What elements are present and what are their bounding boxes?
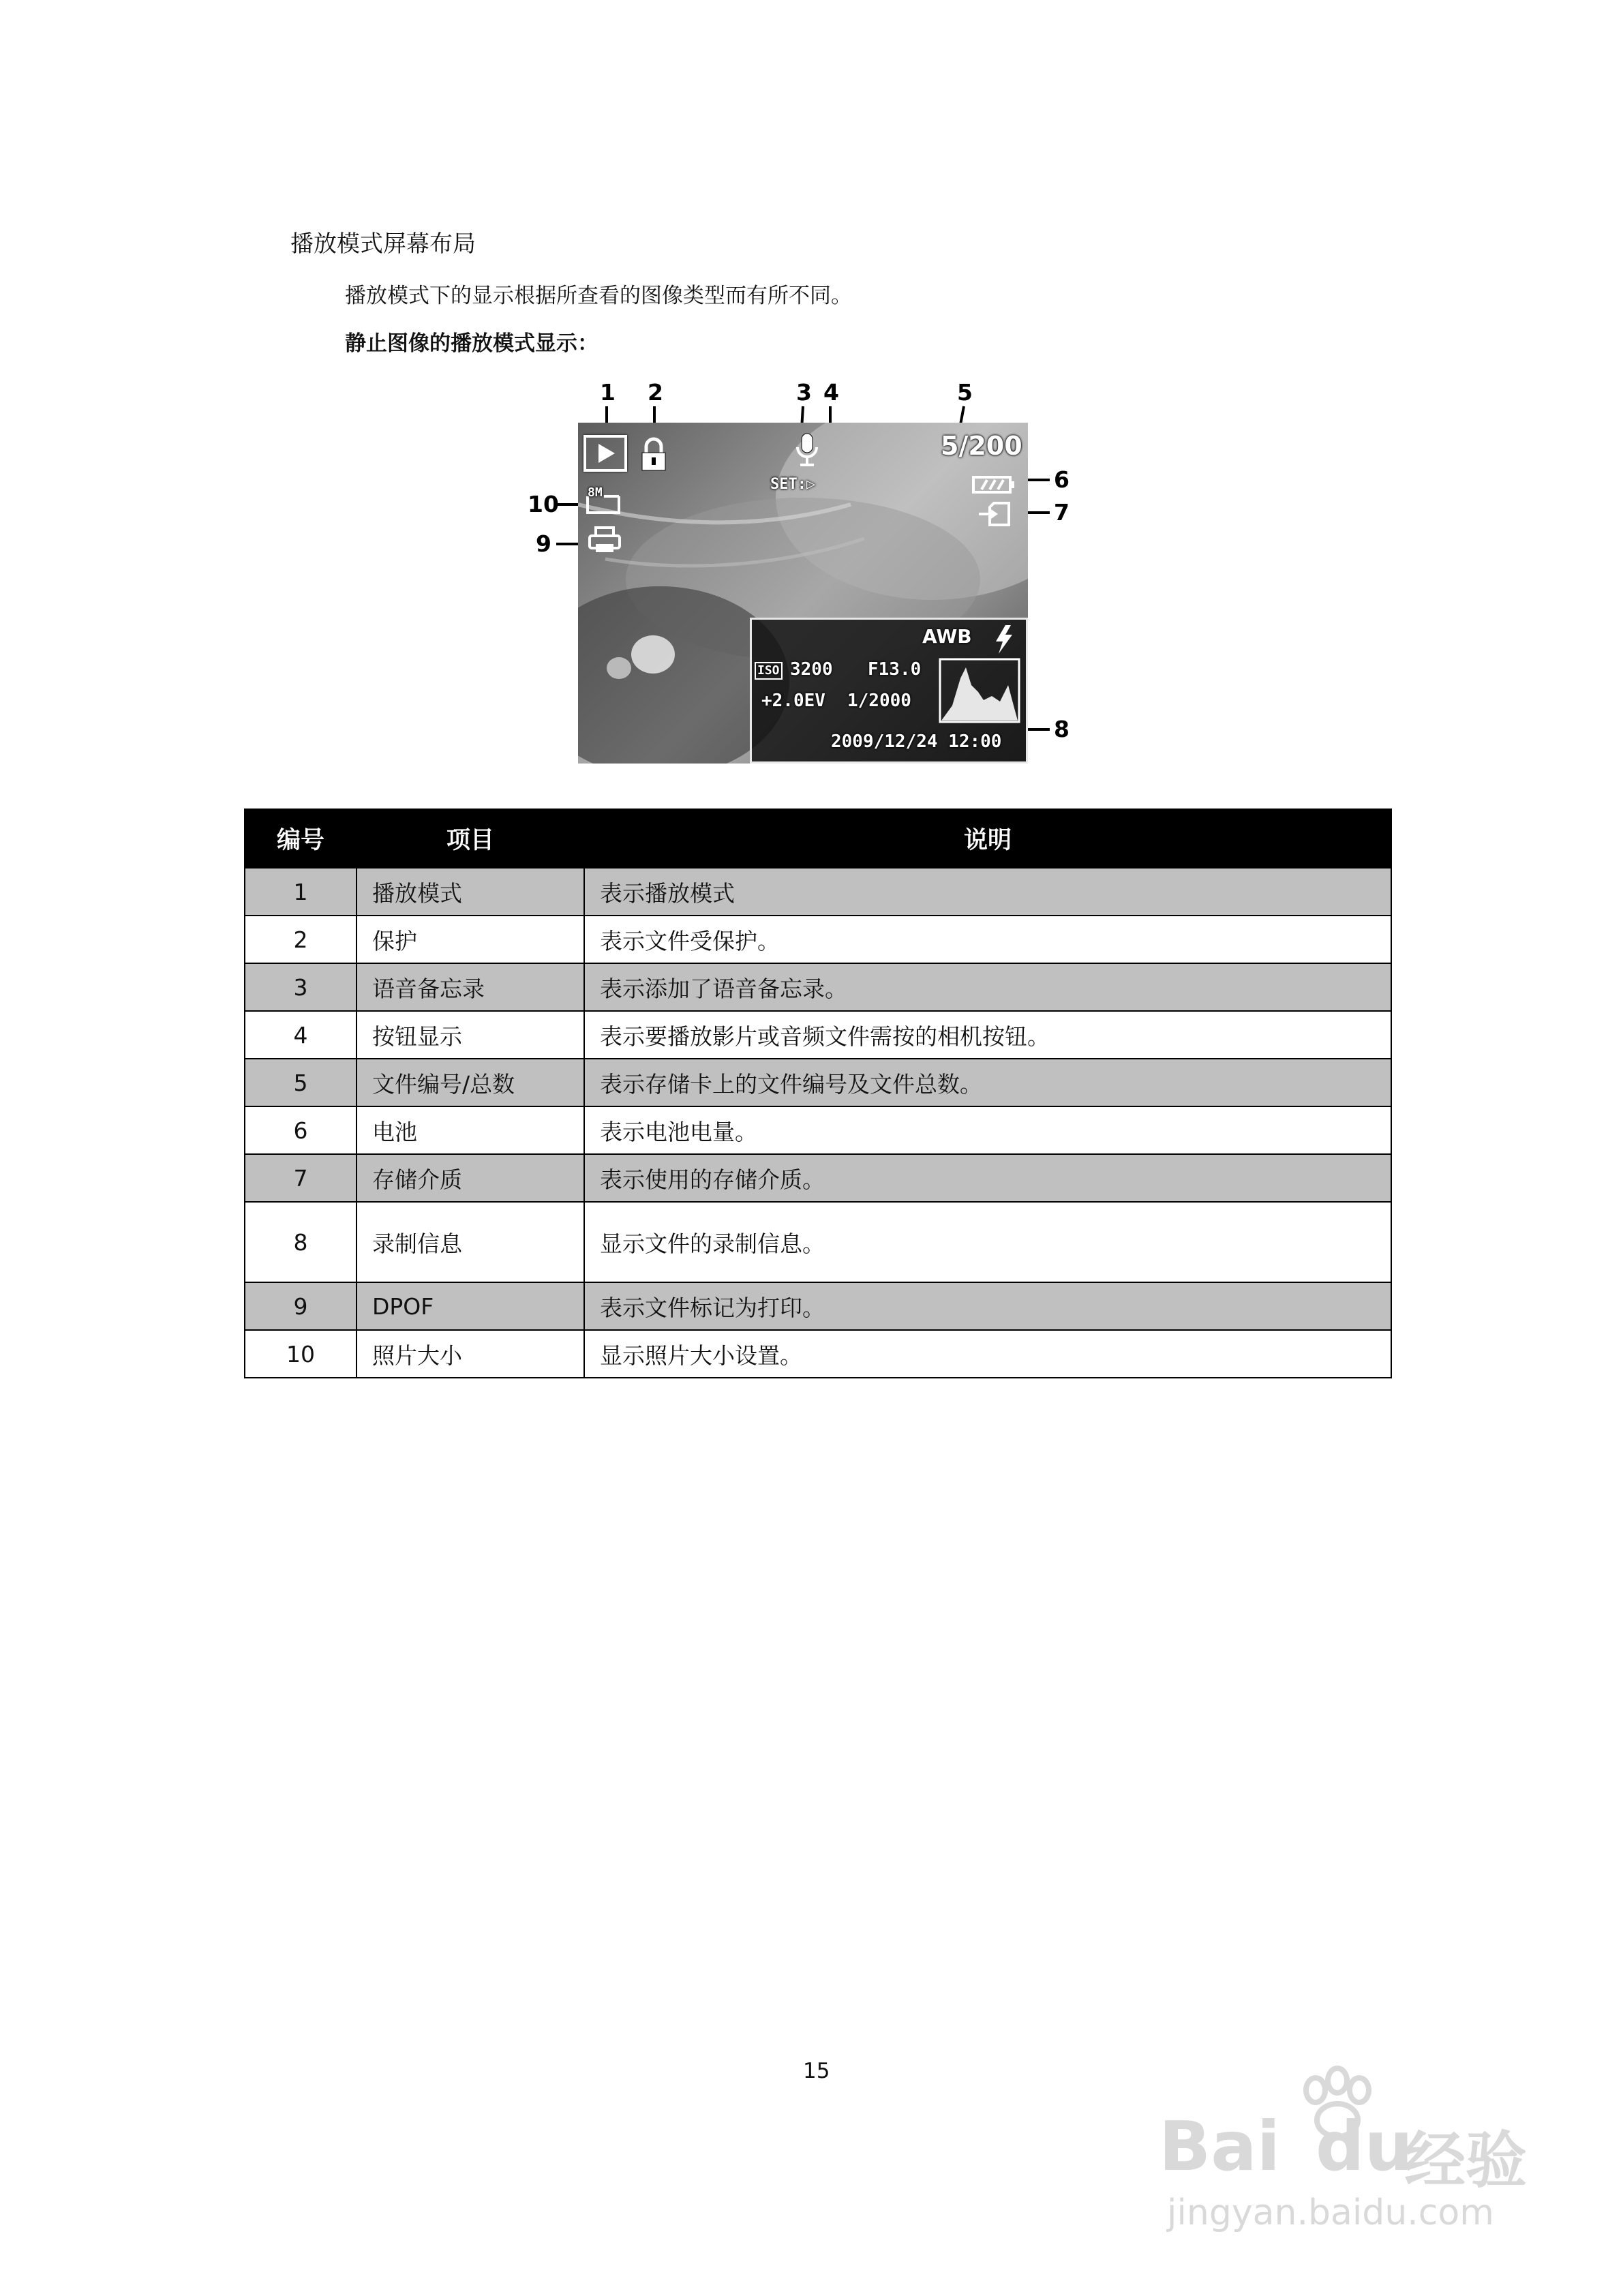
callout-2: 2 [648,379,663,406]
row-item: DPOF [357,1282,584,1330]
callout-8: 8 [1054,716,1070,742]
memory-card-icon [977,500,1016,528]
table-row [245,1282,1391,1330]
row-number: 10 [245,1330,357,1378]
callout-10: 10 [528,491,559,517]
baidu-watermark [1159,2066,1541,2233]
iso-value: 3200 [790,659,833,680]
table-row [245,1330,1391,1378]
row-number: 2 [245,916,357,963]
row-description: 表示电池电量。 [584,1106,1391,1154]
row-description: 表示文件受保护。 [584,916,1391,963]
file-count: 5/200 [941,431,1022,461]
row-item: 录制信息 [357,1202,584,1282]
section-title: 播放模式屏幕布局 [290,230,476,258]
callout-9: 9 [536,530,551,557]
row-item: 存储介质 [357,1154,584,1202]
row-item: 保护 [357,916,584,963]
ev-value: +2.0EV [761,691,825,711]
battery-icon [972,474,1016,495]
table-header-row [245,809,1391,868]
watermark-cn: 经验 [1404,2125,1527,2196]
header-item: 项目 [357,809,584,868]
watermark-brand: Bai [1159,2106,1280,2186]
awb-label: AWB [922,625,972,648]
shutter-value: 1/2000 [847,691,911,711]
page-number: 15 [803,2059,830,2083]
row-description: 表示文件标记为打印。 [584,1282,1391,1330]
header-description: 说明 [584,809,1391,868]
datetime-value: 2009/12/24 12:00 [831,731,1002,752]
row-item: 文件编号/总数 [357,1059,584,1106]
table-row [245,916,1391,963]
flash-icon [992,624,1016,655]
table-row [245,1154,1391,1202]
subtitle: 静止图像的播放模式显示： [345,331,598,356]
row-item: 播放模式 [357,868,584,916]
callout-5: 5 [957,379,973,406]
callout-1: 1 [600,379,616,406]
camera-screen [578,423,1028,764]
lock-icon [638,436,669,473]
row-item: 语音备忘录 [357,963,584,1011]
row-item: 电池 [357,1106,584,1154]
header-number: 编号 [245,809,357,868]
intro-text: 播放模式下的显示根据所查看的图像类型而有所不同。 [345,284,852,308]
row-description: 显示文件的录制信息。 [584,1202,1391,1282]
row-number: 3 [245,963,357,1011]
callout-4: 4 [823,379,839,406]
watermark-url: jingyan.baidu.com [1167,2192,1494,2233]
callout-3: 3 [796,379,812,406]
row-number: 1 [245,868,357,916]
print-icon [588,525,622,555]
table-row [245,868,1391,916]
row-description: 表示存储卡上的文件编号及文件总数。 [584,1059,1391,1106]
iso-label: ISO [755,662,783,680]
set-button-label: SET:▷ [770,476,816,493]
callout-6: 6 [1054,466,1070,493]
recording-info-box [750,618,1028,764]
row-description: 显示照片大小设置。 [584,1330,1391,1378]
legend-table [244,809,1392,1378]
microphone-icon [795,432,819,470]
watermark-brand-2: du [1316,2106,1413,2186]
row-description: 表示添加了语音备忘录。 [584,963,1391,1011]
play-icon [583,435,627,472]
row-number: 8 [245,1202,357,1282]
row-description: 表示使用的存储介质。 [584,1154,1391,1202]
aperture-value: F13.0 [868,659,922,680]
row-description: 表示播放模式 [584,868,1391,916]
table-row [245,1202,1391,1282]
table-row [245,1059,1391,1106]
photo-size-label: 8M [588,485,603,500]
table-row [245,963,1391,1011]
photo-size-icon [585,485,622,515]
row-item: 按钮显示 [357,1011,584,1059]
table-row [245,1011,1391,1059]
row-number: 5 [245,1059,357,1106]
row-number: 9 [245,1282,357,1330]
row-item: 照片大小 [357,1330,584,1378]
row-number: 6 [245,1106,357,1154]
callout-7: 7 [1054,499,1070,526]
table-row [245,1106,1391,1154]
histogram-icon [939,658,1020,723]
row-number: 7 [245,1154,357,1202]
row-number: 4 [245,1011,357,1059]
row-description: 表示要播放影片或音频文件需按的相机按钮。 [584,1011,1391,1059]
